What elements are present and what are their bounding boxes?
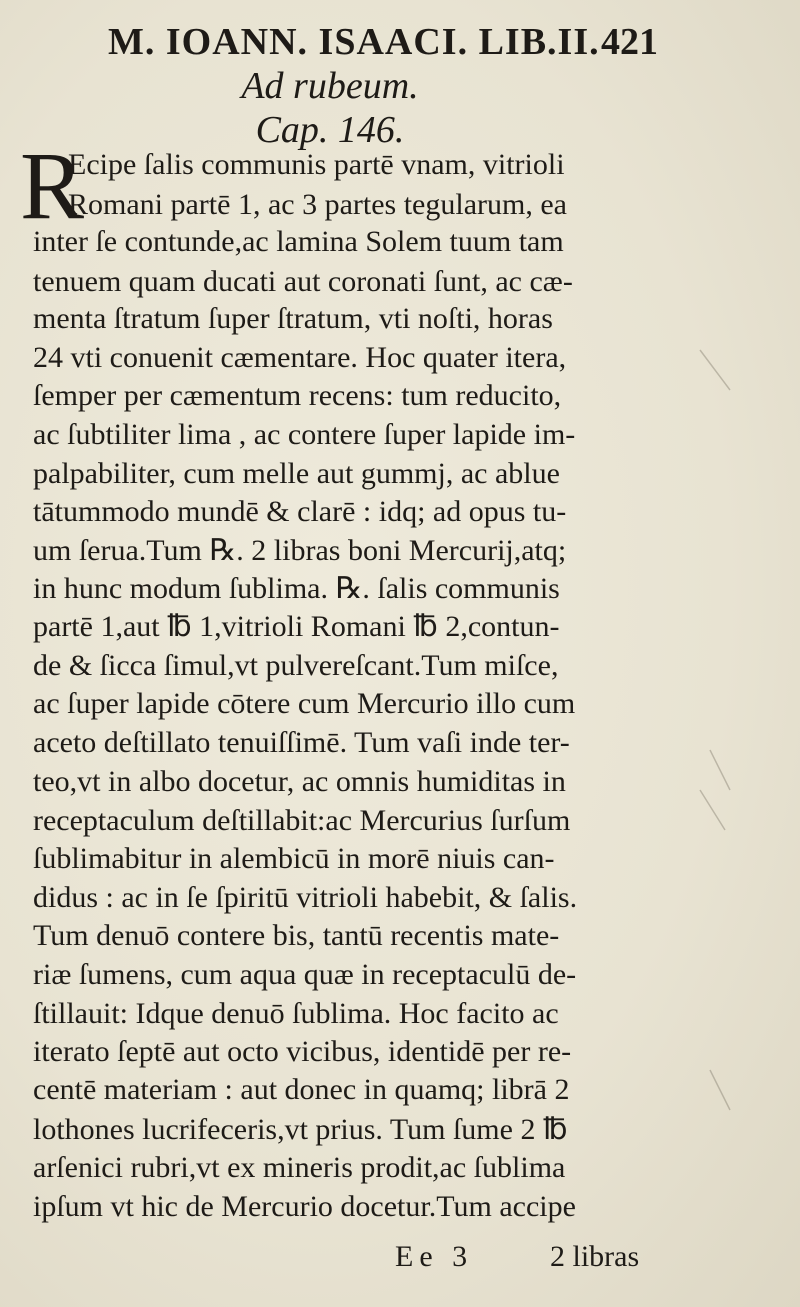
text-line: ſublimabitur in alembicū in morē niuis can- xyxy=(33,842,555,875)
signature-mark: Ee 3 xyxy=(395,1240,474,1273)
text-line: Tum denuō contere bis, tantū recentis mate- xyxy=(33,919,560,952)
text-line: 24 vti conuenit cæmentare. Hoc quater itera, xyxy=(33,341,567,374)
drop-cap: R xyxy=(20,132,85,239)
text-line: partē 1,aut ℔ 1,vitrioli Romani ℔ 2,contun- xyxy=(33,610,560,643)
text-line: inter ſe contunde,ac lamina Solem tuum tam xyxy=(33,225,564,258)
text-line: arſenici rubri,vt ex mineris prodit,ac ſublima xyxy=(33,1151,566,1184)
catchword: 2 libras xyxy=(550,1240,640,1273)
text-line: didus : ac in ſe ſpiritū vitrioli habebit, & ſalis. xyxy=(33,881,578,914)
text-line: Romani partē 1, ac 3 partes tegularum, ea xyxy=(68,188,567,221)
running-header xyxy=(108,20,658,68)
text-line: receptaculum deſtillabit:ac Mercurius ſurſum xyxy=(33,804,571,837)
bleed-through-marks xyxy=(690,330,790,1130)
text-line: um ſerua.Tum ℞. 2 libras boni Mercurij,atq; xyxy=(33,534,567,567)
text-line: Ecipe ſalis communis partē vnam, vitrioli xyxy=(68,148,565,181)
text-line: teo,vt in albo docetur, ac omnis humiditas in xyxy=(33,765,566,798)
page-number: 421 xyxy=(601,21,658,63)
text-line: riæ ſumens, cum aqua quæ in receptaculū de- xyxy=(33,958,577,991)
text-line: tenuem quam ducati aut coronati ſunt, ac cæ- xyxy=(33,265,573,298)
text-line: ſemper per cæmentum recens: tum reducito, xyxy=(33,379,562,412)
section-title: Ad rubeum. xyxy=(241,65,419,107)
chapter-heading: Cap. 146. xyxy=(255,109,405,151)
text-line: menta ſtratum ſuper ſtratum, vti noſti, horas xyxy=(33,302,553,335)
text-line: iterato ſeptē aut octo vicibus, identidē per re- xyxy=(33,1035,572,1068)
text-line: tātummodo mundē & clarē : idq; ad opus tu- xyxy=(33,495,567,528)
text-line: centē materiam : aut donec in quamq; librā 2 xyxy=(33,1073,570,1106)
text-line: lothones lucrifeceris,vt prius. Tum ſume 2 ℔ xyxy=(33,1113,568,1146)
text-line: palpabiliter, cum melle aut gummj, ac ablue xyxy=(33,457,560,490)
running-title: M. IOANN. ISAACI. LIB.II. xyxy=(108,21,600,63)
text-line: de & ſicca ſimul,vt pulvereſcant.Tum miſce, xyxy=(33,649,559,682)
text-line: ac ſubtiliter lima , ac contere ſuper lapide im- xyxy=(33,418,576,451)
text-line: aceto deſtillato tenuiſſimē. Tum vaſi inde ter- xyxy=(33,726,570,759)
text-line: ipſum vt hic de Mercurio docetur.Tum accipe xyxy=(33,1190,576,1223)
text-line: ac ſuper lapide cōtere cum Mercurio illo cum xyxy=(33,687,576,720)
text-line: ſtillauit: Idque denuō ſublima. Hoc facito ac xyxy=(33,997,559,1030)
text-line: in hunc modum ſublima. ℞. ſalis communis xyxy=(33,572,560,605)
